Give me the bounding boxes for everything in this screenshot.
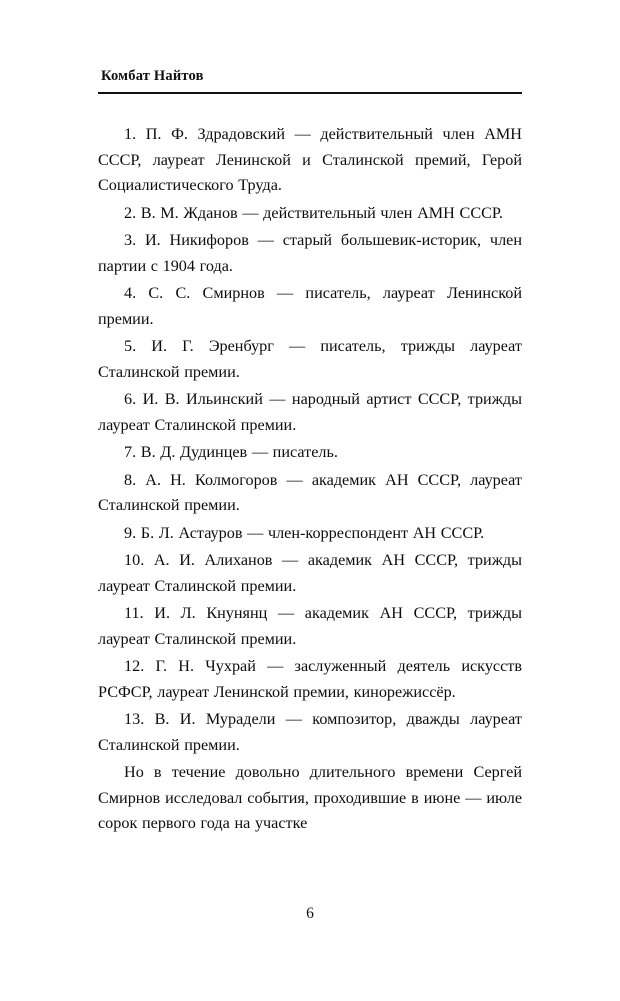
body-paragraph: 8. А. Н. Колмогоров — академик АН СССР, лауреат Сталинской премии.	[98, 470, 522, 514]
running-head-author: Комбат Найтов	[101, 68, 204, 84]
body-paragraph: 5. И. Г. Эренбург — писатель, трижды лауреат Сталинской премии.	[98, 337, 522, 381]
body-paragraph: 13. В. И. Мурадели — композитор, дважды лауреат Сталинской премии.	[98, 710, 522, 754]
body-paragraph: 10. А. И. Алиханов — академик АН СССР, трижды лауреат Сталинской премии.	[98, 551, 522, 595]
body-paragraph: 12. Г. Н. Чухрай — заслуженный деятель искусств РСФСР, лауреат Ленинской премии, кинорежиссёр.	[98, 657, 522, 701]
body-paragraph: 7. В. Д. Дудинцев — писатель.	[124, 443, 338, 461]
body-paragraph: 11. И. Л. Кнунянц — академик АН СССР, трижды лауреат Сталинской премии.	[98, 604, 522, 648]
page-number: 6	[306, 905, 314, 922]
body-paragraph: 3. И. Никифоров — старый большевик-историк, член партии с 1904 года.	[98, 231, 522, 275]
body-paragraph: 6. И. В. Ильинский — народный артист СССР, трижды лауреат Сталинской премии.	[98, 390, 522, 434]
page-content	[98, 68, 522, 839]
body-paragraph: 9. Б. Л. Астауров — член-корреспондент АН СССР.	[124, 523, 485, 542]
body-paragraph: 2. В. М. Жданов — действительный член АМН СССР.	[124, 203, 503, 222]
header-rule	[98, 92, 522, 94]
body-paragraph: 1. П. Ф. Здрадовский — действительный член АМН СССР, лауреат Ленинской и Сталинской премий, Герой Социалистического Труда.	[98, 125, 522, 194]
body-paragraph: Но в течение довольно длительного времени Сергей Смирнов исследовал события, проходившие в июне — июле сорок первого года на участке	[98, 763, 522, 832]
body-paragraph: 4. С. С. Смирнов — писатель, лауреат Ленинской премии.	[98, 284, 522, 328]
